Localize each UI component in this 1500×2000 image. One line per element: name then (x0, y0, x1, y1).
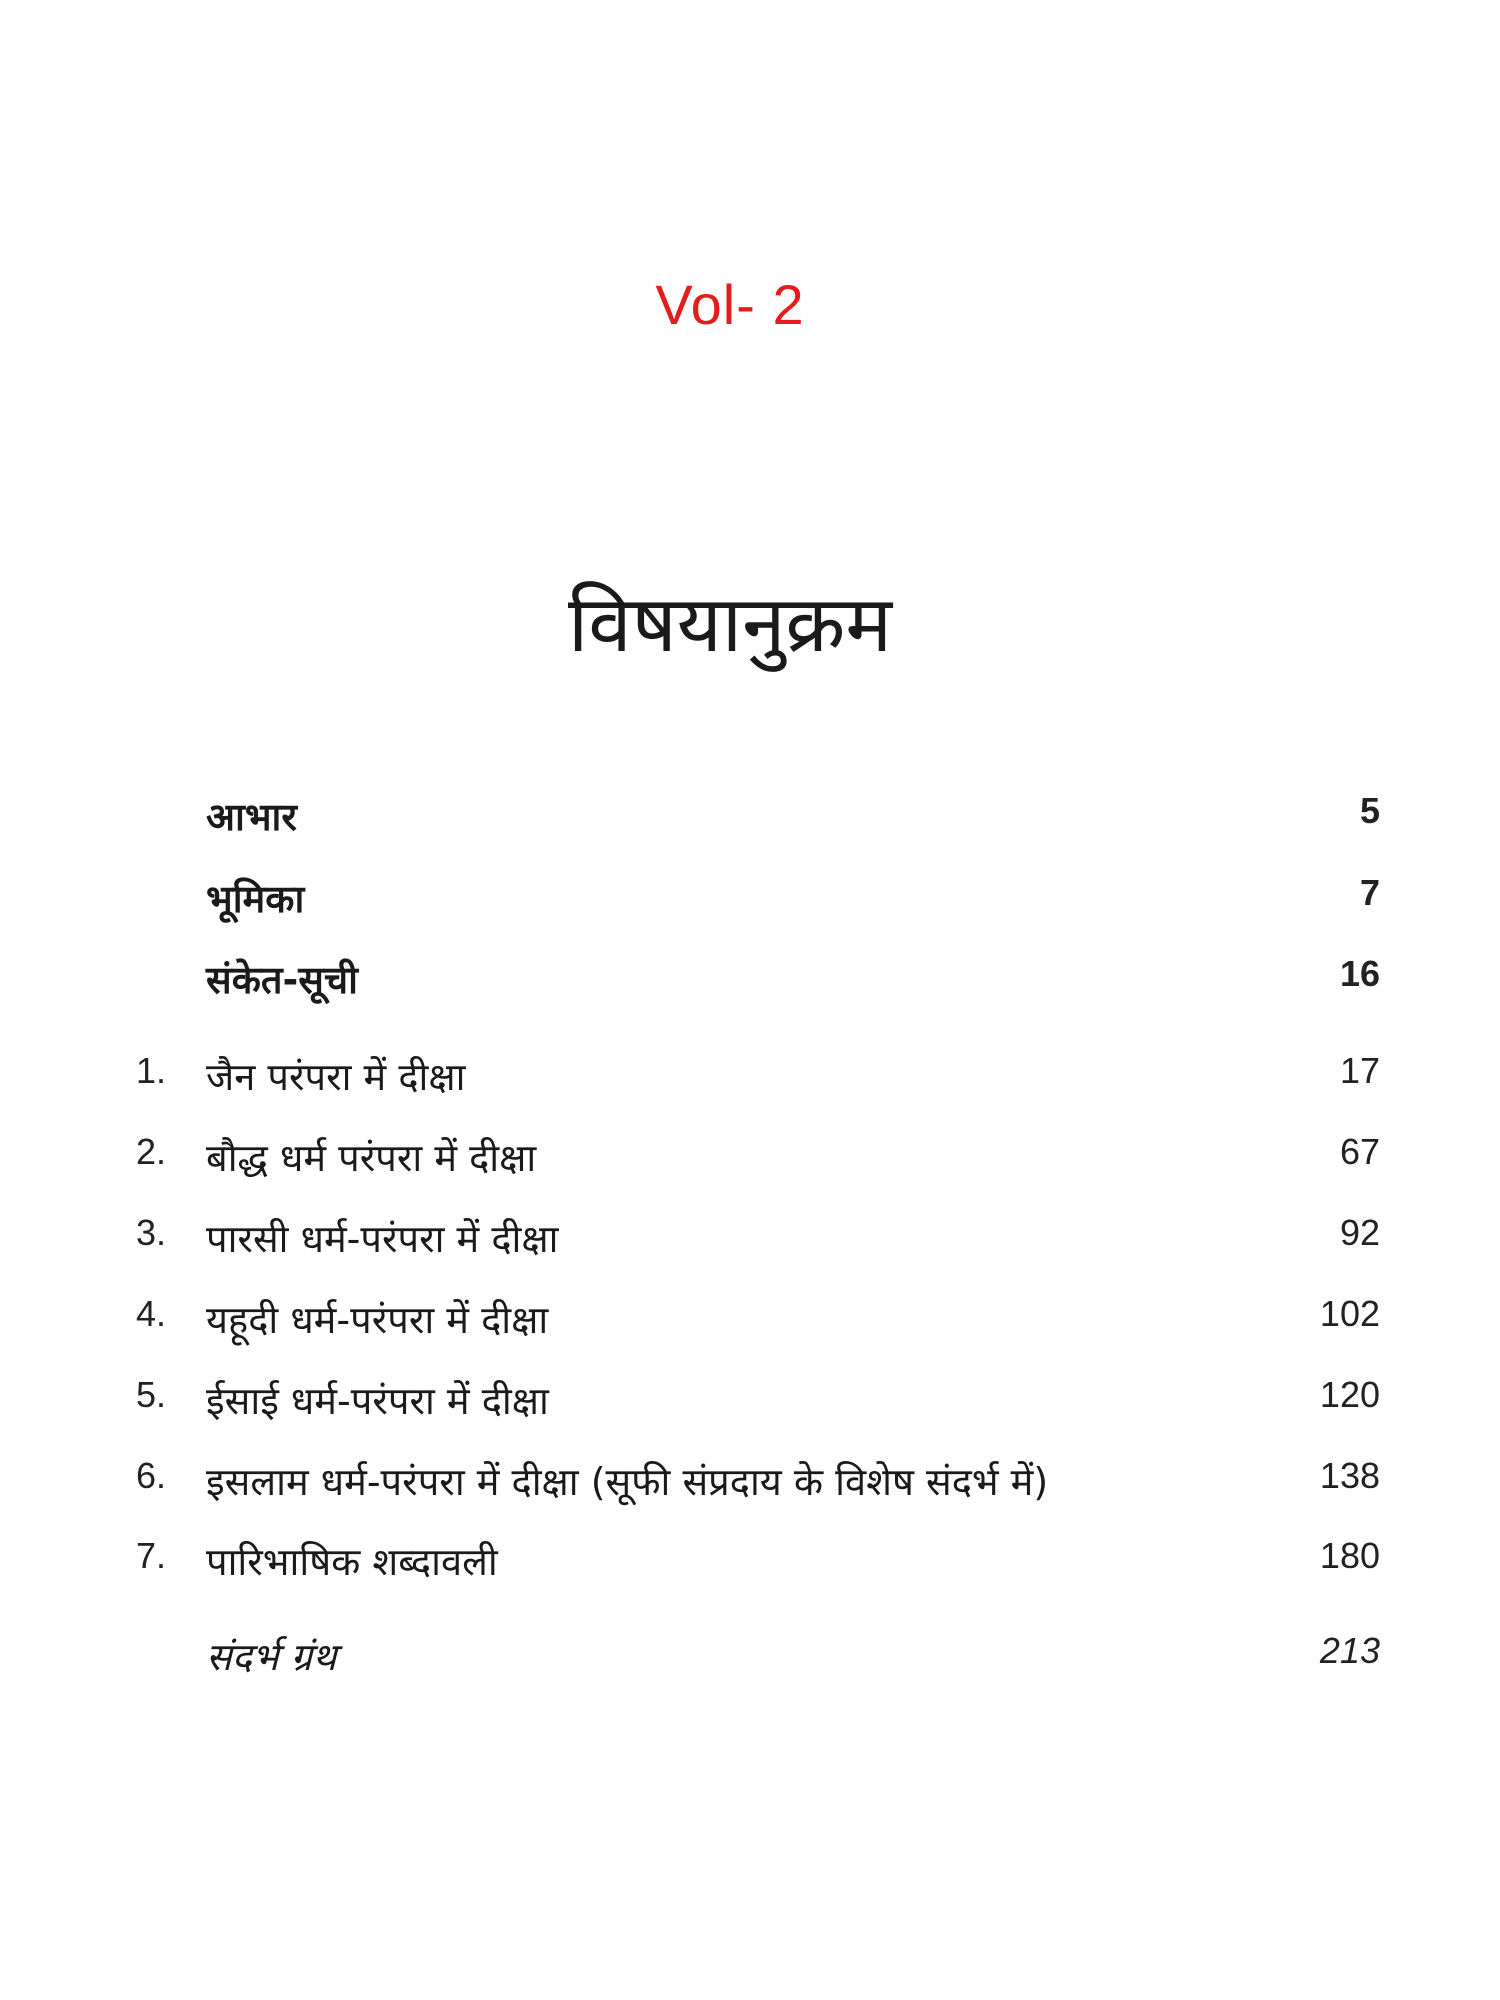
toc-entry-number: 7. (136, 1535, 167, 1576)
toc-entry-title: इसलाम धर्म-परंपरा में दीक्षा (सूफी संप्रदाय के विशेष संदर्भ में) (206, 1460, 1049, 1504)
toc-entry-title: यहूदी धर्म-परंपरा में दीक्षा (206, 1298, 549, 1342)
toc-entry-page: 7 (1359, 872, 1380, 913)
toc-entry-title: भूमिका (206, 877, 305, 921)
toc-entry-title: पारसी धर्म-परंपरा में दीक्षा (206, 1217, 559, 1261)
toc-entry-chapter-1[interactable] (0, 1050, 1500, 1114)
toc-entry-page: 16 (1339, 953, 1380, 994)
toc-entry-introduction[interactable] (0, 872, 1500, 936)
toc-entry-title: पारिभाषिक शब्दावली (206, 1540, 498, 1584)
toc-entry-title: बौद्ध धर्म परंपरा में दीक्षा (206, 1136, 537, 1180)
toc-entry-number: 1. (136, 1050, 167, 1091)
toc-entry-page: 213 (1319, 1630, 1380, 1671)
toc-entry-title: संदर्भ ग्रंथ (206, 1635, 337, 1679)
volume-label: Vol- 2 (655, 273, 805, 336)
toc-entry-page: 5 (1359, 790, 1380, 831)
toc-entry-page: 67 (1339, 1131, 1380, 1172)
toc-entry-chapter-2[interactable] (0, 1131, 1500, 1195)
toc-entry-number: 2. (136, 1131, 167, 1172)
toc-entry-page: 120 (1319, 1374, 1380, 1415)
toc-entry-number: 3. (136, 1212, 167, 1253)
toc-entry-bibliography[interactable] (0, 1630, 1500, 1694)
page-title: विषयानुक्रम (568, 580, 892, 670)
toc-entry-chapter-6[interactable] (0, 1455, 1500, 1519)
toc-entry-chapter-7[interactable] (0, 1535, 1500, 1599)
toc-entry-chapter-4[interactable] (0, 1293, 1500, 1357)
toc-entry-chapter-5[interactable] (0, 1374, 1500, 1438)
toc-entry-title: ईसाई धर्म-परंपरा में दीक्षा (206, 1379, 549, 1423)
toc-entry-number: 4. (136, 1293, 167, 1334)
toc-entry-title: संकेत-सूची (206, 958, 358, 1002)
toc-entry-page: 102 (1319, 1293, 1380, 1334)
toc-entry-page: 180 (1319, 1535, 1380, 1576)
toc-entry-page: 92 (1339, 1212, 1380, 1253)
toc-entry-acknowledgement[interactable] (0, 790, 1500, 854)
toc-entry-page: 17 (1339, 1050, 1380, 1091)
toc-entry-chapter-3[interactable] (0, 1212, 1500, 1276)
toc-entry-title: आभार (206, 795, 297, 839)
toc-entry-title: जैन परंपरा में दीक्षा (206, 1055, 466, 1099)
toc-entry-page: 138 (1319, 1455, 1380, 1496)
toc-entry-number: 5. (136, 1374, 167, 1415)
toc-entry-number: 6. (136, 1455, 167, 1496)
toc-entry-abbreviations[interactable] (0, 953, 1500, 1017)
